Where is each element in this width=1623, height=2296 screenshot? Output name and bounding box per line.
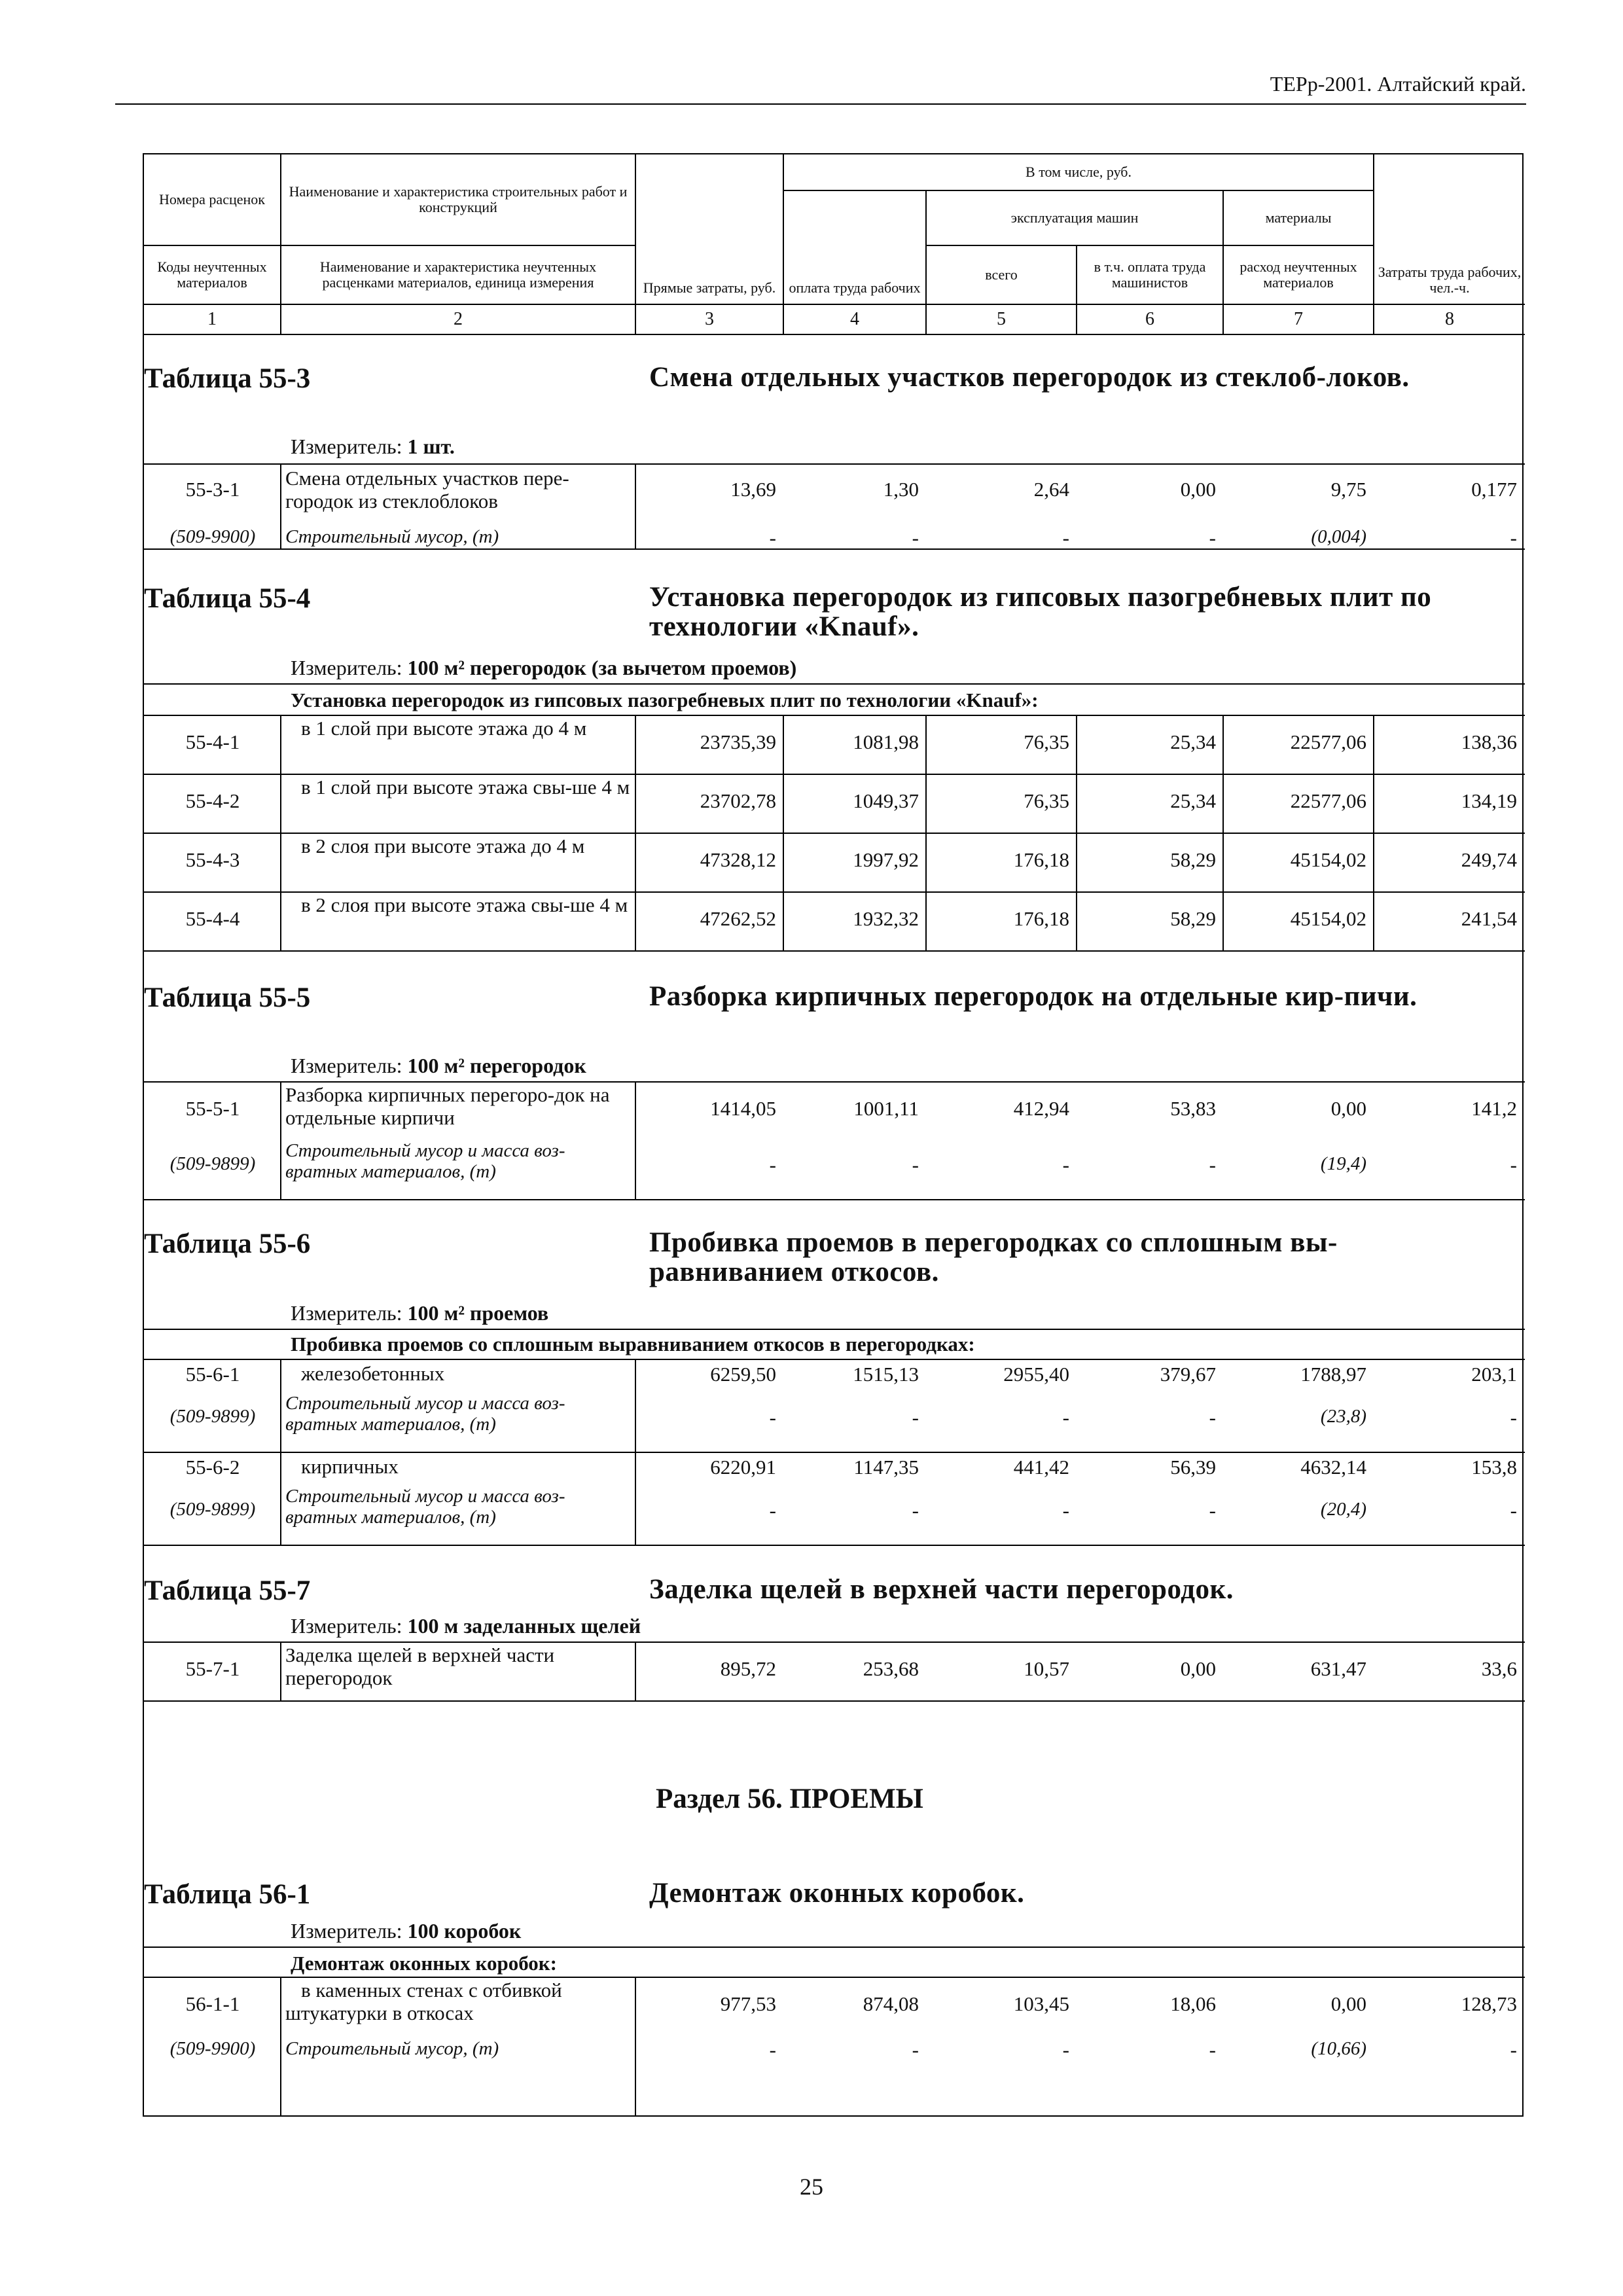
col-number-2: 2 (281, 305, 636, 335)
table-55-3-desc: Смена отдельных участков перегородок из стеклоб-локов. (649, 362, 1410, 393)
col-header-machines-total: всего (927, 246, 1077, 305)
col-header-machinists-pay: в т.ч. оплата труда машинистов (1077, 246, 1224, 305)
col-number-5: 5 (927, 305, 1077, 335)
col-header-material-codes: Коды неучтенных материалов (144, 246, 281, 305)
table-55-4-title: Таблица 55-4 (144, 583, 311, 614)
page-number: 25 (800, 2174, 823, 2200)
table-55-6-desc: Пробивка проемов в перегородках со сплошным вы-равниванием откосов. (649, 1227, 1338, 1288)
table-55-3-measure: Измеритель: 1 шт. (291, 435, 455, 458)
col-number-6: 6 (1077, 305, 1224, 335)
col-header-work-name: Наименование и характеристика строительных работ и конструкций (281, 154, 636, 246)
col-header-materials: материалы (1224, 191, 1374, 246)
table-55-6-title: Таблица 55-6 (144, 1229, 311, 1259)
col-number-3: 3 (636, 305, 784, 335)
col-header-rate-number: Номера расценок (144, 154, 281, 246)
table-55-4-desc: Установка перегородок из гипсовых пазогребневых плит по технологии «Knauf». (649, 582, 1432, 643)
running-header: ТЕРр-2001. Алтайский край. (1270, 72, 1526, 96)
col-number-4: 4 (784, 305, 927, 335)
estimate-table: Номера расценок Наименование и характеристика строительных работ и конструкций Коды неучтенных материалов Наименование и характеристика неучтенных расценками материалов, единица измерения Прямые затраты, руб. В том числе, руб. оплата труда рабочих эксплуатация машин всего в т.ч. оплата труда машинистов материалы расход неучтенных материалов Затраты труда рабочих, чел.-ч. 1 2 3 4 5 6 7 8 Таблица 55-3 Смена отдельных участков перегородок из стеклоб-локов. Измеритель: 1 шт. 55-3-1 Смена отдельных участков пере-городок из стеклоблоков 13,69 1,30 2,64 0,00 9,75 0,177 (509-9900) Строительный мусор, (т) - - - - (0,004) - Таблица 55-4 Установка перегородок из гипсовых пазогребневых плит по технологии «Knauf». Измеритель: 100 м² перегородок (за вычетом проемов) Установка перегородок из гипсовых пазогребневых плит по технологии «Knauf»: 55-4-1 в 1 слой при высоте этажа до 4 м 23735,39 1081,98 76,35 25,34 22577,06 138,36 55-4-2 в 1 слой при высоте этажа свы-ше 4 м 23702,78 1049,37 76,35 25,34 22577,06 134,19 55-4-3 в 2 слоя при высоте этажа до 4 м 47328,12 1997,92 176,18 58,29 45154,02 249,74 55-4-4 в 2 слоя при высоте этажа свы-ше 4 м 47262,52 1932,32 176,18 58,29 45154,02 241,54 Таблица 55-5 Разборка кирпичных перегородок на отдельные кир-пичи. Измеритель: 100 м² перегородок 55-5-1 Разборка кирпичных перегоро-док на отдельные кирпичи 1414,05 1001,11 412,94 53,83 0,00 141,2 (509-9899) Строительный мусор и масса воз-вратных материалов, (т) - - - - (19,4) - Таблица 55-6 Пробивка проемов в перегородках со сплошным вы-равниванием откосов. Измеритель: 100 м² проемов Пробивка проемов со сплошным выравниванием откосов в перегородках: 55-6-1 железобетонных 6259,50 1515,13 2955,40 379,67 1788,97 203,1 (509-9899) Строительный мусор и масса воз-вратных материалов, (т) - - - - (23,8) - 55-6-2 кирпичных 6220,91 1147,35 441,42 56,39 4632,14 153,8 (509-9899) Строительный мусор и масса воз-вратных материалов, (т) - - - - (20,4) - Таблица 55-7 Заделка щелей в верхней части перегородок. Измеритель: 100 м заделанных щелей 55-7-1 Заделка щелей в верхней части перегородок 895,72 253,68 10,57 0,00 631,47 33,6 Раздел 56. ПРОЕМЫ Таблица 56-1 Демонтаж оконных коробок. Измеритель: 100 коробок Демонтаж оконных коробок: 56-1-1 в каменных стенах с отбивкой штукатурки в откосах 977,53 874,08 103,45 18,06 0,00 128,73 (509-9900) Строительный мусор, (т) - - - - (10,66) - (143, 153, 1524, 2117)
table-55-3-title: Таблица 55-3 (144, 363, 311, 394)
table-55-4-subheading: Установка перегородок из гипсовых пазогребневых плит по технологии «Knauf»: (291, 689, 1039, 711)
table-56-1-title: Таблица 56-1 (144, 1879, 311, 1910)
col-header-labor-hours: Затраты труда рабочих, чел.-ч. (1374, 154, 1525, 305)
table-56-1-desc: Демонтаж оконных коробок. (649, 1878, 1025, 1909)
table-55-5-title: Таблица 55-5 (144, 982, 311, 1013)
table-55-7-title: Таблица 55-7 (144, 1575, 311, 1606)
header-rule (115, 103, 1526, 105)
table-56-1-measure: Измеритель: 100 коробок (291, 1919, 522, 1943)
col-number-8: 8 (1374, 305, 1525, 335)
col-header-labor-pay: оплата труда рабочих (784, 191, 927, 305)
table-55-5-desc: Разборка кирпичных перегородок на отдельные кир-пичи. (649, 981, 1418, 1012)
table-55-6-measure: Измеритель: 100 м² проемов (291, 1301, 549, 1325)
table-55-5-measure: Измеритель: 100 м² перегородок (291, 1054, 586, 1077)
table-55-6-subheading: Пробивка проемов со сплошным выравниванием откосов в перегородках: (291, 1333, 975, 1355)
col-header-including: В том числе, руб. (784, 154, 1374, 191)
col-header-material-names: Наименование и характеристика неучтенных расценками материалов, единица измерения (281, 246, 636, 305)
section-heading: Раздел 56. ПРОЕМЫ (656, 1784, 923, 1814)
col-header-unaccounted-materials: расход неучтенных материалов (1224, 246, 1374, 305)
col-number-7: 7 (1224, 305, 1374, 335)
table-55-4-measure: Измеритель: 100 м² перегородок (за вычетом проемов) (291, 656, 797, 679)
col-header-direct-costs: Прямые затраты, руб. (636, 154, 784, 305)
table-55-7-desc: Заделка щелей в верхней части перегородок. (649, 1574, 1234, 1605)
col-number-1: 1 (144, 305, 281, 335)
table-55-7-measure: Измеритель: 100 м заделанных щелей (291, 1614, 641, 1638)
col-header-machines: эксплуатация машин (927, 191, 1224, 246)
table-56-1-subheading: Демонтаж оконных коробок: (291, 1952, 557, 1975)
